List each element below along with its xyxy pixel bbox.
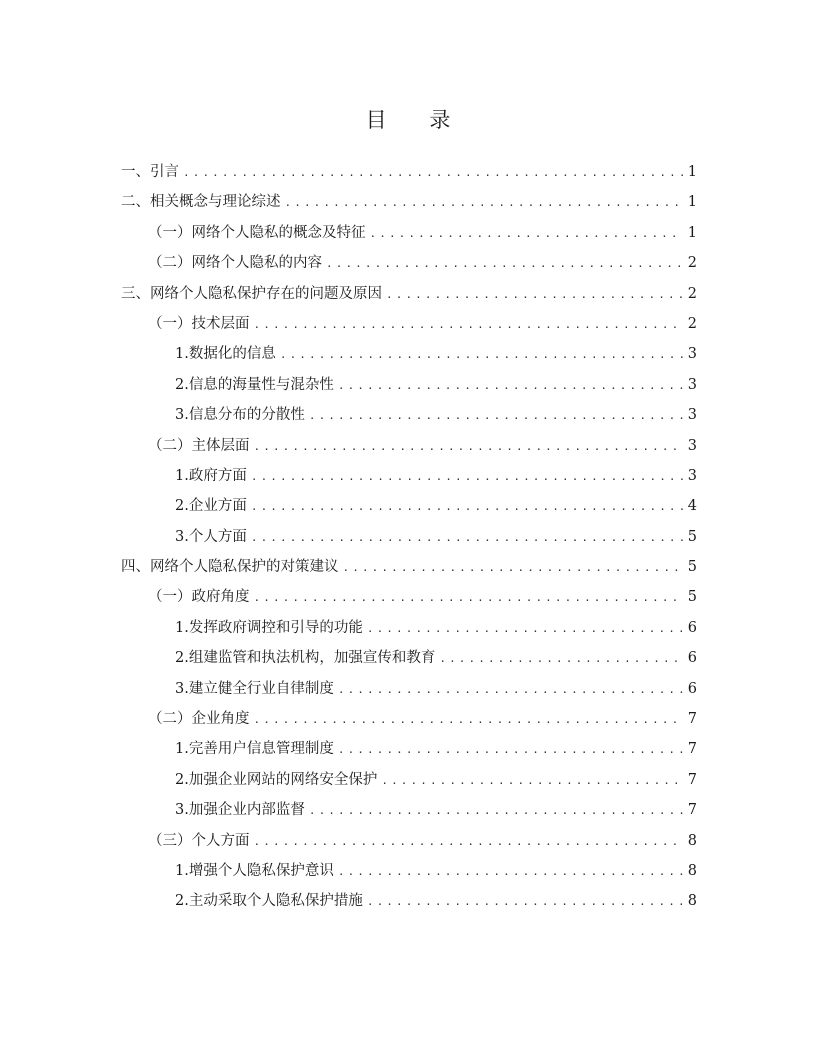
toc-dot-leader xyxy=(326,257,683,270)
toc-page-number: 3 xyxy=(687,376,697,393)
toc-entry[interactable] xyxy=(121,859,697,889)
toc-entry[interactable] xyxy=(121,251,697,281)
toc-entry-text: 三、网络个人隐私保护存在的问题及原因 xyxy=(121,285,382,302)
toc-entry-text: （一）政府角度 xyxy=(148,589,250,606)
toc-entry[interactable] xyxy=(121,221,697,251)
toc-entry[interactable] xyxy=(121,737,697,767)
toc-title: 目 录 xyxy=(365,108,469,132)
toc-entry[interactable] xyxy=(121,707,697,737)
toc-page-number: 2 xyxy=(687,315,697,332)
toc-entry[interactable] xyxy=(121,677,697,707)
toc-entry[interactable] xyxy=(121,646,697,676)
toc-entry-text: （一）技术层面 xyxy=(148,315,250,332)
toc-dot-leader xyxy=(309,409,683,422)
toc-dot-leader xyxy=(254,591,684,604)
toc-entry[interactable] xyxy=(121,282,697,312)
toc-page-number: 2 xyxy=(687,285,697,302)
toc-entry[interactable] xyxy=(121,585,697,615)
toc-entry-text: 2.组建监管和执法机构，加强宣传和教育 xyxy=(175,650,436,667)
toc-dot-leader xyxy=(370,227,684,240)
toc-entry-text: 1.完善用户信息管理制度 xyxy=(175,741,334,758)
toc-dot-leader xyxy=(343,561,684,574)
toc-entry-text: 四、网络个人隐私保护的对策建议 xyxy=(121,559,339,576)
toc-dot-leader xyxy=(367,622,683,635)
toc-dot-leader xyxy=(183,166,683,179)
toc-page-number: 7 xyxy=(687,771,697,788)
toc-entry[interactable] xyxy=(121,525,697,555)
toc-entry-text: （三）个人方面 xyxy=(148,832,250,849)
toc-page-number: 6 xyxy=(687,650,697,667)
toc-entry-text: 3.建立健全行业自律制度 xyxy=(175,680,334,697)
toc-page-number: 1 xyxy=(687,224,697,241)
toc-entry[interactable] xyxy=(121,768,697,798)
toc-page-number: 3 xyxy=(687,407,697,424)
toc-dot-leader xyxy=(280,348,683,361)
toc-page-number: 1 xyxy=(687,164,697,180)
toc-entry[interactable] xyxy=(121,555,697,585)
toc-page-number: 7 xyxy=(687,802,697,819)
toc-page-number: 8 xyxy=(687,832,697,849)
toc-page-number: 1 xyxy=(687,194,697,211)
toc-entry-text: 1.数据化的信息 xyxy=(175,346,276,363)
toc-entry[interactable] xyxy=(121,829,697,859)
toc-entry[interactable] xyxy=(121,494,697,524)
toc-dot-leader xyxy=(254,318,684,331)
toc-page-number: 8 xyxy=(687,893,697,910)
toc-page-number: 2 xyxy=(687,255,697,272)
toc-entry-text: （一）网络个人隐私的概念及特征 xyxy=(148,224,366,241)
toc-entry-text: （二）主体层面 xyxy=(148,437,250,454)
toc-dot-leader xyxy=(251,531,683,544)
toc-entry-text: 一、引言 xyxy=(121,164,179,180)
toc-dot-leader xyxy=(386,288,683,301)
toc-entry[interactable] xyxy=(121,889,697,919)
toc-page-number: 7 xyxy=(687,741,697,758)
toc-page-number: 3 xyxy=(687,346,697,363)
toc-dot-leader xyxy=(381,774,683,787)
toc-entry-text: 1.政府方面 xyxy=(175,467,247,484)
toc-entry[interactable] xyxy=(121,342,697,372)
toc-dot-leader xyxy=(367,895,683,908)
toc-entry[interactable] xyxy=(121,616,697,646)
toc-entry-text: 2.企业方面 xyxy=(175,498,247,515)
toc-page-number: 6 xyxy=(687,619,697,636)
toc-dot-leader xyxy=(439,652,683,665)
toc-entry[interactable] xyxy=(121,373,697,403)
toc-list xyxy=(121,160,697,920)
toc-entry[interactable] xyxy=(121,190,697,220)
toc-entry[interactable] xyxy=(121,798,697,828)
toc-dot-leader xyxy=(285,196,684,209)
toc-entry-text: （二）网络个人隐私的内容 xyxy=(148,255,322,272)
toc-dot-leader xyxy=(251,500,683,513)
toc-entry-text: 1.发挥政府调控和引导的功能 xyxy=(175,619,363,636)
toc-entry-text: 2.加强企业网站的网络安全保护 xyxy=(175,771,378,788)
toc-dot-leader xyxy=(309,804,683,817)
toc-entry-text: 1.增强个人隐私保护意识 xyxy=(175,862,334,879)
toc-page-number: 6 xyxy=(687,680,697,697)
toc-entry-text: 3.个人方面 xyxy=(175,528,247,545)
toc-dot-leader xyxy=(338,683,683,696)
toc-page-number: 4 xyxy=(687,498,697,515)
toc-entry-text: 二、相关概念与理论综述 xyxy=(121,194,281,211)
toc-dot-leader xyxy=(254,713,684,726)
toc-dot-leader xyxy=(338,379,683,392)
toc-entry-text: （二）企业角度 xyxy=(148,711,250,728)
toc-page-number: 5 xyxy=(687,589,697,606)
toc-entry[interactable] xyxy=(121,464,697,494)
toc-entry[interactable] xyxy=(121,312,697,342)
toc-entry[interactable] xyxy=(121,434,697,464)
toc-page-number: 8 xyxy=(687,862,697,879)
toc-dot-leader xyxy=(338,743,683,756)
toc-entry[interactable] xyxy=(121,403,697,433)
toc-entry-text: 2.主动采取个人隐私保护措施 xyxy=(175,893,363,910)
toc-dot-leader xyxy=(254,440,684,453)
toc-entry-text: 2.信息的海量性与混杂性 xyxy=(175,376,334,393)
toc-page-number: 3 xyxy=(687,437,697,454)
toc-dot-leader xyxy=(254,835,684,848)
toc-entry-text: 3.信息分布的分散性 xyxy=(175,407,305,424)
toc-dot-leader xyxy=(251,470,683,483)
toc-entry[interactable] xyxy=(121,160,697,190)
toc-page-number: 5 xyxy=(687,528,697,545)
toc-page-number: 3 xyxy=(687,467,697,484)
toc-page-number: 5 xyxy=(687,559,697,576)
toc-dot-leader xyxy=(338,865,683,878)
toc-entry-text: 3.加强企业内部监督 xyxy=(175,802,305,819)
toc-page-number: 7 xyxy=(687,711,697,728)
